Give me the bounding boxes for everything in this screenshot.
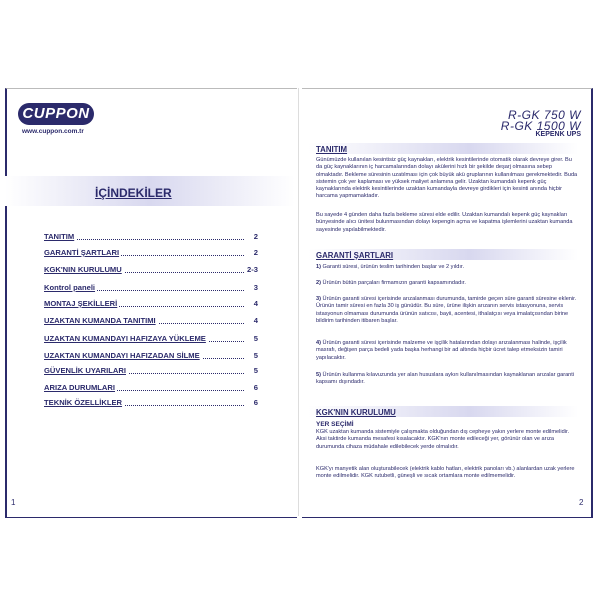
toc-entry-page: 4 bbox=[253, 299, 258, 308]
garanti-num: 2) bbox=[316, 280, 321, 286]
toc-entry bbox=[44, 299, 258, 311]
toc-entry bbox=[44, 316, 258, 328]
toc-entry-page: 6 bbox=[253, 398, 258, 407]
toc-entry-page: 6 bbox=[253, 383, 258, 392]
toc-entry-page: 3 bbox=[253, 283, 258, 292]
toc-entry-label: UZAKTAN KUMANDA TANITIMI bbox=[44, 316, 156, 325]
toc-entry-page: 2 bbox=[253, 248, 258, 257]
toc-entry-page: 2 bbox=[253, 232, 258, 241]
toc-entry-page: 5 bbox=[253, 351, 258, 360]
toc-entry-label: GÜVENLİK UYARILARI bbox=[44, 366, 126, 375]
garanti-item-4 bbox=[316, 340, 578, 362]
kgk-paragraph-2: KGK'yı manyetik alan oluşturabilecek (elektrik kablo hatları, elektrik panoları vb.) alanlardan uzak yerlere monte edilmelidir. KGK rutubetli, güneşli ve sıcak ortamlara monte edilmemelidir. bbox=[316, 466, 575, 480]
toc-entry bbox=[44, 383, 258, 395]
section-title-garanti: GARANTİ ŞARTLARI bbox=[316, 251, 394, 260]
model-title-750: R-GK 750 W bbox=[507, 108, 581, 122]
garanti-num: 3) bbox=[316, 296, 321, 302]
tanitim-paragraph-1: Günümüzde kullanılan kesintisiz güç kaynakları, elektrik kesintilerinde otomatik olarak devreye girer. Bu da güç kaynaklarının iç harcamalarından dolayı akülerini hızlı bir şekilde deşarj olmasına sebep olmaktadır. Bekleme süresinin uzatılması için çok büyük akü gruplarının kullanılması gerekmektedir. Buda sistemin çok yer kaplaması ve yüksek maliyet anlamına gelir. Uzaktan kumandalı kepenk güç kaynaklarında elektrik kesintilerinde uzaktan kumandayla devreye girdikleri için kesinti anında hiçbir harcama yapmamaktadır. bbox=[316, 157, 578, 200]
toc-entry-page: 5 bbox=[253, 366, 258, 375]
brand-logo: CUPPON bbox=[18, 103, 94, 125]
toc-entry-page: 4 bbox=[253, 316, 258, 325]
section-title-kgk: KGK'NIN KURULUMU bbox=[316, 408, 396, 417]
model-title-1500: R-GK 1500 W bbox=[500, 119, 581, 133]
toc-entry-label: TANITIM bbox=[44, 232, 75, 241]
toc-entry bbox=[44, 334, 258, 346]
toc-entry bbox=[44, 398, 258, 410]
toc-entry-label: GARANTİ ŞARTLARI bbox=[44, 248, 120, 257]
toc-entry bbox=[44, 248, 258, 260]
garanti-item-3 bbox=[316, 296, 578, 325]
garanti-text: Garanti süresi, ürünün teslim tarihinden başlar ve 2 yıldır. bbox=[322, 264, 465, 270]
garanti-num: 4) bbox=[316, 340, 321, 346]
left-page-number: 1 bbox=[11, 498, 16, 507]
toc-entry-label: UZAKTAN KUMANDAYI HAFIZADAN SİLME bbox=[44, 351, 200, 360]
section-title-tanitim: TANITIM bbox=[316, 145, 348, 154]
brand-url: www.cuppon.com.tr bbox=[22, 128, 84, 135]
subsection-yer-secimi: YER SEÇİMİ bbox=[316, 421, 354, 428]
toc-entry bbox=[44, 265, 258, 277]
model-subtitle: KEPENK UPS bbox=[535, 131, 581, 138]
toc-entry-label: MONTAJ ŞEKİLLERİ bbox=[44, 299, 118, 308]
garanti-text: Ürünün garanti süresi içerisinde malzeme ve işçilik hatalarından dolayı arızalanması halinde, işçilik masrafı, değişen parça bedeli yada başka herhangi bir ad altında hiçbir ücret talep etmeksizin tamiri yapılacaktır. bbox=[316, 340, 567, 361]
toc-entry-label: TEKNİK ÖZELLİKLER bbox=[44, 398, 123, 407]
toc-entry-label: KGK'NIN KURULUMU bbox=[44, 265, 122, 274]
garanti-item-1 bbox=[316, 264, 578, 271]
toc-entry bbox=[44, 283, 258, 295]
toc-entry-label: UZAKTAN KUMANDAYI HAFIZAYA YÜKLEME bbox=[44, 334, 206, 343]
tanitim-paragraph-2: Bu sayede 4 günden daha fazla bekleme süresi elde edilir. Uzaktan kumandalı kepenk güç kaynakları bünyesinde alıcı ünitesi bulunmasından dolayı kepengin açma ve kapatma işlemlerini uzaktan kumanda sayesinde yapılabilmektedir. bbox=[316, 212, 573, 233]
toc-entry-label: Kontrol paneli bbox=[44, 283, 96, 292]
garanti-item-5 bbox=[316, 372, 578, 387]
garanti-text: Ürünün garanti süresi içerisinde arızalanması durumunda, tamirde geçen süre garanti süresine eklenir. Ürünün tamir süresi en fazla 30 iş günüdür. Bu süre, ürüne ilişkin arızanın servis istasyonuna, servis istasyonun olmaması durumunda ürünün satıcısı, bayii, acentesi, ithalatçısı veya imalatçısından birine bildirim tarihinden itibaren başlar. bbox=[316, 296, 577, 324]
toc-title: İÇİNDEKİLER bbox=[95, 186, 172, 200]
toc-entry bbox=[44, 366, 258, 378]
toc-entry-page: 2-3 bbox=[247, 265, 258, 274]
garanti-num: 1) bbox=[316, 264, 321, 270]
garanti-text: Ürünün kullanma kılavuzunda yer alan hususlara aykırı kullanılmasından kaynaklanan arızalar garanti kapsamı dışındadır. bbox=[316, 372, 575, 386]
garanti-item-2 bbox=[316, 280, 578, 287]
garanti-text: Ürünün bütün parçaları firmamızın garanti kapsamındadır. bbox=[322, 280, 466, 286]
page-gutter bbox=[298, 88, 299, 516]
right-page-number: 2 bbox=[579, 498, 584, 507]
toc-entry bbox=[44, 232, 258, 244]
toc-entry-page: 5 bbox=[253, 334, 258, 343]
kgk-paragraph-1: KGK uzaktan kumanda sistemiyle çalışmakta olduğundan dış cepheye yakın yerlere monte edilmelidir. Aksi taktirde kumanda mesafesi kısalacaktır. KGK'nın monte edileceği yer, görünür olan ve arıza durumunda cihaza müdahale edilebilecek yerde olmalıdır. bbox=[316, 429, 570, 450]
garanti-num: 5) bbox=[316, 372, 321, 378]
tanitim-band bbox=[308, 143, 578, 154]
toc-entry bbox=[44, 351, 258, 363]
toc-entry-label: ARIZA DURUMLARI bbox=[44, 383, 116, 392]
